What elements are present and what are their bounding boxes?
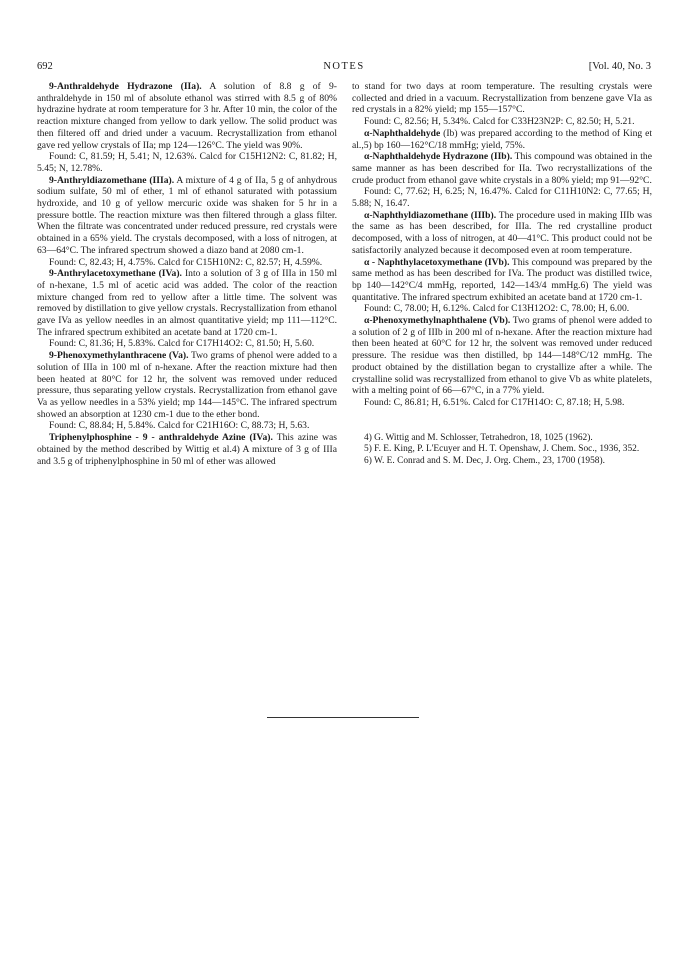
section-heading: α-Naphthaldehyde: [364, 127, 441, 139]
paragraph: [37, 420, 337, 432]
paragraph: [37, 432, 337, 467]
paragraph: [352, 303, 652, 315]
paragraph-text: Into a solution of 3 g of IIIa in 150 ml of n-hexane, 1.5 ml of acetic acid was added. The color of the reaction mixture changed from red to yellow after a little time. The solvent was removed by distillation to give yellow crystals. Recrystallization from ethanol gave IVa as yellow needles in an almost quantitative yield; mp 111—112°C. The infrared spectrum exhibited an acetate band at 1720 cm-1.: [37, 268, 337, 338]
paragraph: [352, 257, 652, 304]
paragraph: [37, 81, 337, 151]
paragraph: [352, 81, 652, 116]
paragraph-text: The procedure used in making IIIb was the same as has been described, for IIIa. The red crystalline product decomposed, with a loss of nitrogen, at 40—41°C. This product could not be satisfactorily analyzed because it decomposed even at room temperature.: [352, 209, 653, 256]
right-column: [352, 81, 652, 467]
paragraph: [352, 397, 652, 409]
paragraph-text: (Ib) was prepared according to the method of King et al.,5) bp 160—162°C/18 mmHg; yield, 75%.: [352, 127, 652, 151]
volume-info: [Vol. 40, No. 3: [588, 61, 651, 72]
paragraph-text: to stand for two days at room temperature. The resulting crystals were collected and dried in a vacuum. Recrystallization from benzene gave VIa as red crystals in a 82% yield; mp 155—157°C.: [352, 81, 652, 116]
end-rule: [267, 717, 419, 718]
journal-section: NOTES: [323, 61, 365, 72]
reference-item: 6) W. E. Conrad and S. M. Dec, J. Org. Chem., 23, 1700 (1958).: [364, 455, 605, 466]
paragraph: [37, 257, 337, 269]
reference-item: 4) G. Wittig and M. Schlosser, Tetrahedron, 18, 1025 (1962).: [364, 432, 593, 443]
paragraph-text: A mixture of 4 g of IIa, 5 g of anhydrous sodium sulfate, 50 ml of ether, 1 ml of ethanol saturated with potassium hydroxide, and 10 g of yellow mercuric oxide was shaken for 5 hr in a pressure bottle. The reaction mixture was then filtered through a glass filter. When the filtrate was concentrated under reduced pressure, red crystals were obtained in a 65% yield. The crystals decomposed, with a loss of nitrogen, at 63—64°C. The infrared spectrum showed a diazo band at 2080 cm-1.: [37, 174, 337, 256]
paragraph: [352, 116, 652, 128]
paragraph: [352, 210, 652, 257]
paragraph: [37, 350, 337, 420]
references: [352, 433, 652, 467]
paragraph-text: Found: C, 82.56; H, 5.34%. Calcd for C33H23N2P: C, 82.50; H, 5.21.: [364, 116, 635, 128]
running-header: [37, 60, 651, 74]
reference-item: 5) F. E. King, P. L'Ecuyer and H. T. Openshaw, J. Chem. Soc., 1936, 352.: [364, 444, 640, 455]
paragraph: [352, 186, 652, 209]
paragraph-text: Two grams of phenol were added to a solution of IIIa in 100 ml of n-hexane. After the reaction mixture had then been heated at 80°C for 12 hr, the solvent was removed under reduced pressure, thus separating yellow crystals. Recrystallization from ethanol gave Va as yellow needles in a 53% yield; mp 144—145°C. The infrared spectrum showed an absorption at 1230 cm-1 due to the ether bond.: [37, 350, 337, 420]
paragraph-text: Found: C, 78.00; H, 6.12%. Calcd for C13H12O2: C, 78.00; H, 6.00.: [364, 303, 630, 315]
paragraph-text: A solution of 8.8 g of 9-anthraldehyde in 150 ml of absolute ethanol was stirred with 8.5 g of 80% hydrazine hydrate at room temperature for 3 hr. After 10 min, the color of the reaction mixture changed from yellow to dark yellow. The solid product was then filtered off and dried under a vacuum. Recrystallization from ethanol gave red yellow crystals of IIa; mp 124—126°C. The yield was 90%.: [37, 81, 337, 151]
paragraph-text: Found: C, 88.84; H, 5.84%. Calcd for C21H16O: C, 88.73; H, 5.63.: [49, 420, 310, 432]
section-heading: 9-Anthryldiazomethane (IIIa).: [49, 174, 175, 186]
paragraph: [37, 268, 337, 338]
section-heading: 9-Anthraldehyde Hydrazone (IIa).: [49, 81, 202, 92]
paragraph-text: Found: C, 82.43; H, 4.75%. Calcd for C15H10N2: C, 82.57; H, 4.59%.: [49, 256, 323, 268]
paragraph-text: This compound was prepared by the same method as has been described for IVa. The product was distilled twice, bp 140—142°C/4 mmHg, reported, 142—143/4 mmHg.6) The yield was quantitative. The infrared spectrum exhibited an acetate band at 1720 cm-1.: [352, 256, 652, 303]
section-heading: α-Naphthyldiazomethane (IIIb).: [364, 209, 497, 221]
section-heading: 9-Phenoxymethylanthracene (Va).: [49, 350, 189, 362]
paragraph-text: Found: C, 81.59; H, 5.41; N, 12.63%. Calcd for C15H12N2: C, 81.82; H, 5.45; N, 12.78%.: [37, 151, 337, 174]
page-number: 692: [37, 61, 53, 72]
paragraph: [352, 128, 652, 151]
section-heading: 9-Anthrylacetoxymethane (IVa).: [49, 268, 182, 280]
paragraph-text: Found: C, 77.62; H, 6.25; N, 16.47%. Calcd for C11H10N2: C, 77.65; H, 5.88; N, 16.47.: [352, 186, 652, 210]
paragraph: [37, 338, 337, 350]
paragraph-text: This azine was obtained by the method described by Wittig et al.4) A mixture of 3 g of IIIa and 3.5 g of triphenylphosphine in 50 ml of ether was allowed: [37, 432, 337, 467]
paragraph: [352, 151, 652, 186]
paragraph-text: This compound was obtained in the same manner as has been described for IIa. Two recrystallizations of the crude product from ethanol gave white crystals in a 80% yield; mp 91—92°C.: [352, 151, 652, 186]
paragraph: [37, 175, 337, 257]
paragraph-text: Found: C, 81.36; H, 5.83%. Calcd for C17H14O2: C, 81.50; H, 5.60.: [49, 338, 315, 350]
left-column: [37, 81, 337, 467]
section-heading: Triphenylphosphine - 9 - anthraldehyde Azine (IVa).: [49, 432, 273, 444]
paragraph-text: Found: C, 86.81; H, 6.51%. Calcd for C17H14O: C, 87.18; H, 5.98.: [364, 396, 625, 408]
paragraph: [37, 151, 337, 174]
section-heading: α-Phenoxymethylnaphthalene (Vb).: [364, 315, 511, 327]
paragraph-text: Two grams of phenol were added to a solution of 2 g of IIIb in 200 ml of n-hexane. After the reaction mixture had then been heated at 60°C for 12 hr, the solvent was removed under reduced pressure. The residue was then distilled, bp 144—148°C/12 mmHg. The product obtained by the distillation began to crystallize after a while. The crystalline solid was recrystallized from ethanol to give Vb as white platelets, with a melting point of 66—67°C, in a 77% yield.: [352, 315, 652, 397]
section-heading: α - Naphthylacetoxymethane (IVb).: [364, 256, 510, 268]
paragraph: [352, 315, 652, 397]
section-heading: α-Naphthaldehyde Hydrazone (IIb).: [364, 151, 513, 163]
